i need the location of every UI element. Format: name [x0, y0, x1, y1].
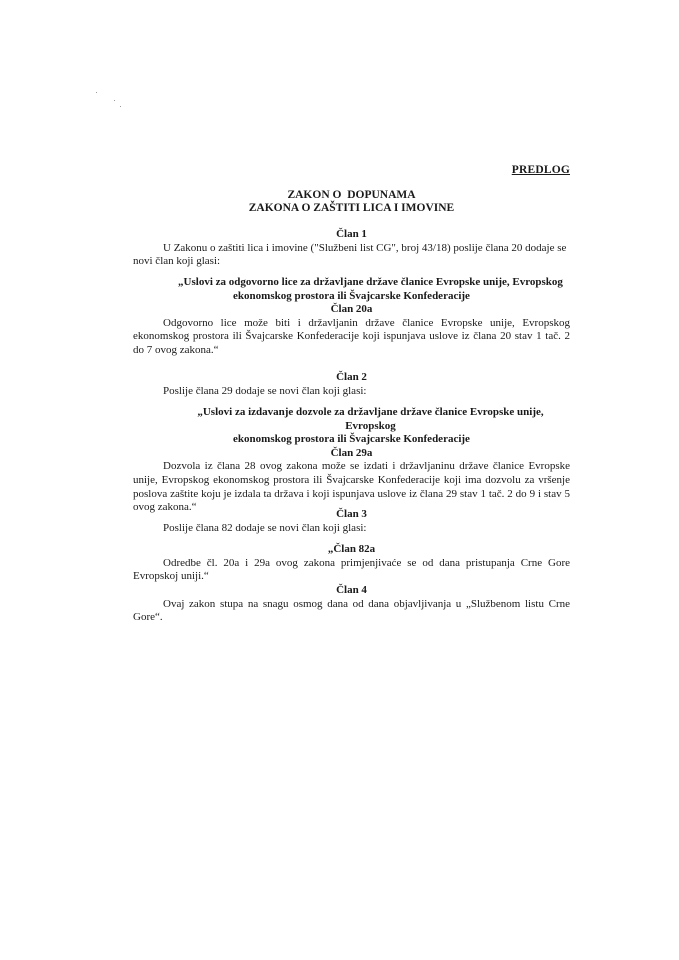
article-body: Ovaj zakon stupa na snagu osmog dana od dana objavljivanja u „Službenom listu Crne Gore“.	[133, 597, 570, 624]
sub-article-heading: „Član 82a	[327, 543, 376, 555]
article-2-quote	[133, 406, 570, 515]
article-heading: Član 2	[336, 371, 367, 383]
law-title	[133, 189, 570, 215]
article-intro: Poslije člana 29 dodaje se novi član koji glasi:	[163, 384, 367, 397]
law-title-line-1: ZAKON O DOPUNAMA	[287, 189, 416, 201]
article-heading: Član 4	[336, 584, 367, 596]
article-intro: Poslije člana 82 dodaje se novi član koji glasi:	[163, 521, 367, 534]
quoted-title-line-2: ekonomskog prostora ili Švajcarske Konfederacije	[233, 289, 470, 302]
article-1-quote	[133, 276, 570, 358]
quoted-article-title	[133, 406, 570, 447]
scan-artifact	[96, 92, 126, 112]
sub-article-heading: Član 20a	[330, 303, 373, 316]
article-heading: Član 1	[336, 228, 367, 240]
article-intro: U Zakonu o zaštiti lica i imovine ("Službeni list CG", broj 43/18) poslije člana 20 dodaje se novi član koji glasi:	[133, 241, 567, 268]
article-body: Odredbe čl. 20a i 29a ovog zakona primjenjivaće se od dana pristupanja Crne Gore Evropskoj uniji.“	[133, 556, 570, 583]
sub-article-heading: Član 29a	[330, 446, 373, 459]
article-4	[133, 584, 570, 625]
article-3	[133, 508, 570, 535]
quoted-article-title	[133, 276, 570, 303]
article-heading: Član 3	[336, 508, 367, 520]
article-2	[133, 371, 570, 398]
article-body: Dozvola iz člana 28 ovog zakona može se izdati i državljaninu države članice Evropske unije, Evropskog ekonomskog prostora ili Švajcarske Konfederacije koji ima dozvolu za vršenje poslova zaštite koju je izdala ta država i koji ispunjava uslove iz člana 29 stav 1 tač. 2 do 9 i stav 5 ovog zakona.“	[133, 460, 570, 514]
proposal-label: PREDLOG	[511, 164, 570, 176]
quoted-title-line-1: „Uslovi za izdavanje dozvole za državljane države članice Evropske unije, Evropskog	[197, 406, 544, 432]
quoted-title-line-2: ekonomskog prostora ili Švajcarske Konfederacije	[233, 433, 470, 446]
law-title-line-2: ZAKONA O ZAŠTITI LICA I IMOVINE	[248, 202, 455, 214]
article-3-quote	[133, 543, 570, 584]
quoted-title-line-1: „Uslovi za odgovorno lice za državljane države članice Evropske unije, Evropskog	[178, 276, 563, 288]
article-1	[133, 228, 570, 269]
article-body: Odgovorno lice može biti i državljanin države članice Evropske unije, Evropskog ekonomskog prostora ili Švajcarske Konfederacije koji ispunjava uslove iz člana 20 stav 1 tač. 2 do 7 ovog zakona.“	[133, 316, 570, 356]
